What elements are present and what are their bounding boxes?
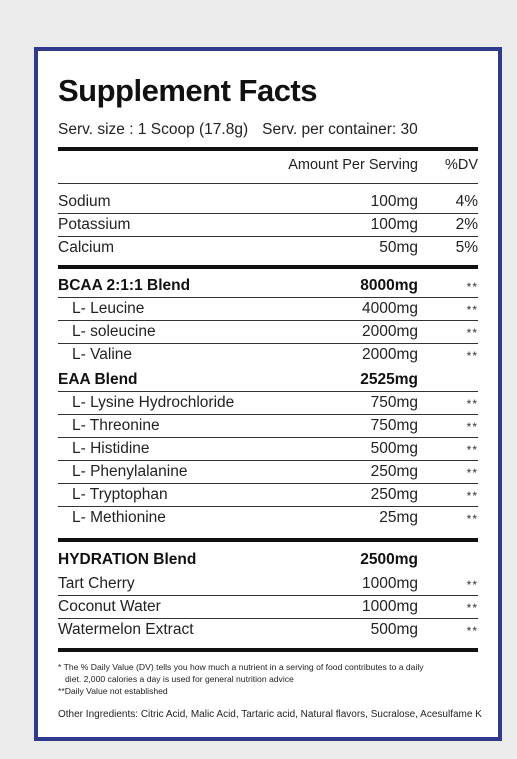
ingredient-dv: **: [466, 326, 478, 340]
ingredient-dv: **: [466, 578, 478, 592]
ingredient-name: Watermelon Extract: [58, 621, 194, 638]
ingredient-row-phenylalanine: [58, 461, 478, 484]
ingredient-dv: **: [466, 489, 478, 503]
ingredient-row-lysine: [58, 392, 478, 415]
nutrient-row-potassium: [58, 214, 478, 237]
blend-amount: 2525mg: [360, 371, 418, 388]
ingredient-amount: 750mg: [370, 394, 418, 411]
ingredient-name: L- Phenylalanine: [72, 463, 188, 480]
nutrient-name: Potassium: [58, 216, 131, 233]
ingredient-amount: 4000mg: [361, 300, 418, 317]
ingredient-dv: **: [466, 512, 478, 526]
ingredient-amount: 2000mg: [361, 323, 418, 340]
blend-amount: 2500mg: [360, 551, 418, 568]
ingredient-amount: 1000mg: [361, 575, 418, 592]
section-rule-bcaa: [58, 265, 478, 269]
ingredient-amount: 500mg: [370, 621, 418, 638]
ingredient-dv: **: [466, 443, 478, 457]
daily-value-header: %DV: [444, 157, 478, 173]
ingredient-name: Coconut Water: [58, 598, 161, 615]
ingredient-name: L- Tryptophan: [72, 486, 168, 503]
ingredient-amount: 25mg: [379, 509, 418, 526]
serving-info: [58, 121, 478, 139]
ingredient-name: L- Threonine: [72, 417, 160, 434]
ingredient-name: L- soleucine: [72, 323, 156, 340]
ingredient-dv: **: [466, 420, 478, 434]
ingredient-name: Tart Cherry: [58, 575, 135, 592]
nutrient-dv: 4%: [455, 193, 478, 210]
blend-row-eaa: [58, 369, 478, 392]
ingredient-row-coconut-water: [58, 596, 478, 619]
blend-row-hydration: [58, 549, 478, 572]
ingredient-amount: 250mg: [370, 486, 418, 503]
footnote-dv-definition: * The % Daily Value (DV) tells you how much a nutrient in a serving of food contributes to a daily: [58, 662, 424, 672]
nutrient-amount: 100mg: [370, 193, 418, 210]
nutrient-row-sodium: [58, 191, 478, 214]
serving-size: Serv. size : 1 Scoop (17.8g): [58, 121, 249, 138]
ingredient-amount: 250mg: [370, 463, 418, 480]
ingredient-amount: 1000mg: [361, 598, 418, 615]
ingredient-dv: **: [466, 303, 478, 317]
nutrient-amount: 50mg: [379, 239, 418, 256]
ingredient-row-threonine: [58, 415, 478, 438]
ingredient-dv: **: [466, 397, 478, 411]
ingredient-row-histidine: [58, 438, 478, 461]
other-ingredients: Other Ingredients: Citric Acid, Malic Acid, Tartaric acid, Natural flavors, Sucralose, Acesulfame K: [58, 709, 482, 720]
nutrient-row-calcium: [58, 237, 478, 260]
nutrient-dv: 5%: [455, 239, 478, 256]
ingredient-name: L- Methionine: [72, 509, 166, 526]
ingredient-dv: **: [466, 624, 478, 638]
column-header-rule: [58, 183, 478, 184]
ingredient-dv: **: [466, 466, 478, 480]
ingredient-row-methionine: [58, 507, 478, 530]
ingredient-amount: 500mg: [370, 440, 418, 457]
blend-name: BCAA 2:1:1 Blend: [58, 277, 191, 294]
ingredient-name: L- Leucine: [72, 300, 145, 317]
ingredient-dv: **: [466, 601, 478, 615]
supplement-facts-panel: [34, 47, 502, 741]
panel-content: [58, 51, 482, 737]
ingredient-row-valine: [58, 344, 478, 367]
nutrient-name: Sodium: [58, 193, 111, 210]
servings-per-container: Serv. per container: 30: [262, 121, 418, 138]
ingredient-row-watermelon-extract: [58, 619, 478, 642]
nutrient-name: Calcium: [58, 239, 114, 256]
nutrient-dv: 2%: [455, 216, 478, 233]
ingredient-amount: 750mg: [370, 417, 418, 434]
blend-name: EAA Blend: [58, 371, 138, 388]
nutrient-amount: 100mg: [370, 216, 418, 233]
amount-per-serving-header: Amount Per Serving: [288, 157, 418, 173]
blend-name: HYDRATION Blend: [58, 551, 197, 568]
footnote-calories: diet. 2,000 calories a day is used for general nutrition advice: [65, 674, 294, 684]
footnote-rule: [58, 648, 478, 652]
ingredient-row-tart-cherry: [58, 573, 478, 596]
panel-title: Supplement Facts: [58, 73, 317, 108]
ingredient-dv: **: [466, 349, 478, 363]
ingredient-amount: 2000mg: [361, 346, 418, 363]
section-rule-hydration: [58, 538, 478, 542]
ingredient-row-isoleucine: [58, 321, 478, 344]
ingredient-name: L- Lysine Hydrochloride: [72, 394, 235, 411]
header-rule: [58, 147, 478, 151]
footnote-not-established: **Daily Value not established: [58, 686, 168, 696]
ingredient-row-leucine: [58, 298, 478, 321]
blend-dv: **: [466, 280, 478, 294]
blend-row-bcaa: [58, 275, 478, 298]
ingredient-name: L- Histidine: [72, 440, 150, 457]
ingredient-name: L- Valine: [72, 346, 133, 363]
ingredient-row-tryptophan: [58, 484, 478, 507]
blend-amount: 8000mg: [360, 277, 418, 294]
